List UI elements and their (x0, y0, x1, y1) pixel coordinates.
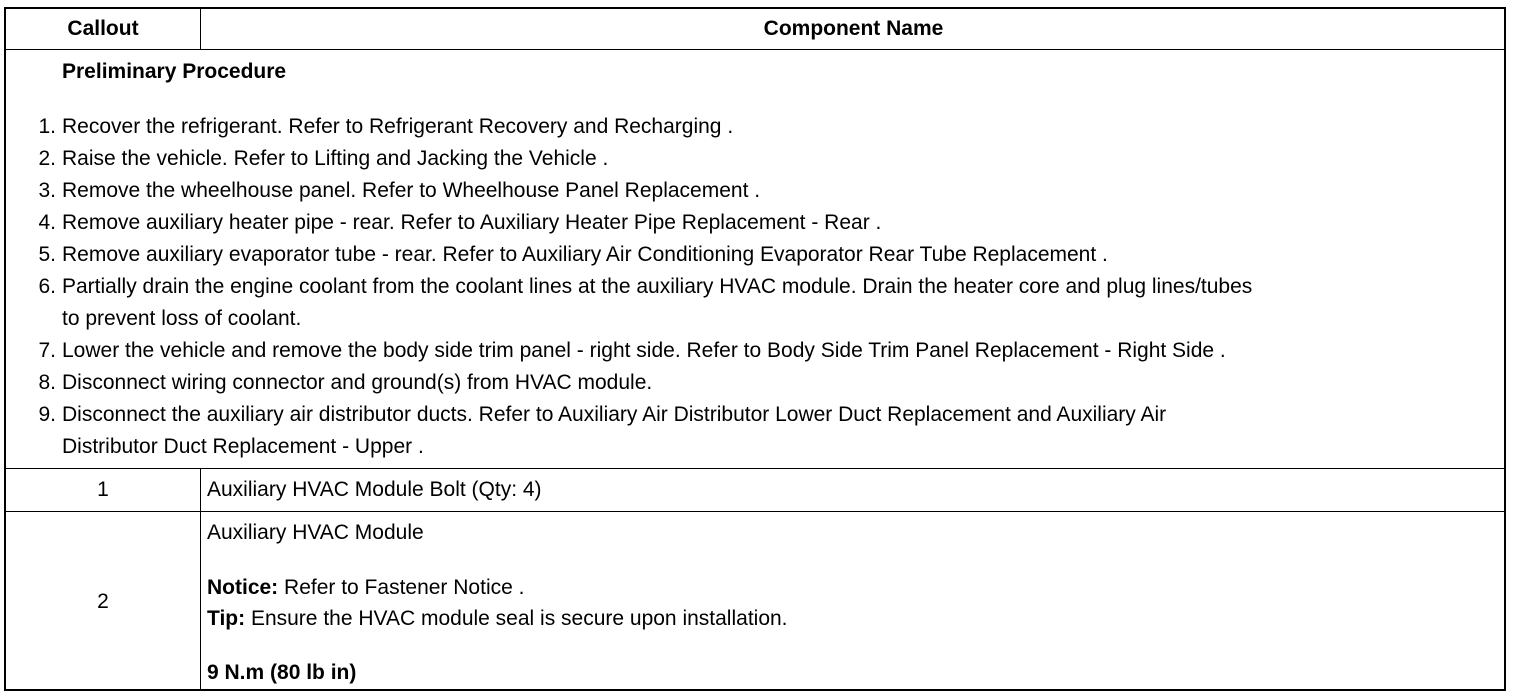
step-item: 9. Disconnect the auxiliary air distributor ducts. Refer to Auxiliary Air Distributor Lower Duct Replacement and Auxiliary Air Distributor Duct Replacement - Upper . (38, 403, 1167, 458)
row-rule-1 (6, 468, 1504, 469)
callout-number: 1 (97, 478, 109, 501)
step-item: 2. Raise the vehicle. Refer to Lifting and Jacking the Vehicle . (38, 147, 609, 170)
preliminary-procedure-title: Preliminary Procedure (62, 60, 287, 83)
tip-text: Ensure the HVAC module seal is secure upon installation. (245, 607, 788, 630)
tip-label: Tip: (207, 607, 246, 630)
step-item: 5. Remove auxiliary evaporator tube - rear. Refer to Auxiliary Air Conditioning Evaporator Rear Tube Replacement . (38, 243, 1108, 266)
notice-label: Notice: (207, 576, 279, 599)
component-name-column-header: Component Name (763, 17, 944, 40)
component-name: Auxiliary HVAC Module Bolt (Qty: 4) (207, 478, 542, 501)
step-item: 1. Recover the refrigerant. Refer to Refrigerant Recovery and Recharging . (38, 115, 734, 138)
callout-column-header: Callout (67, 17, 139, 40)
header-bottom-rule (6, 49, 1504, 50)
torque-spec: 9 N.m (80 lb in) (207, 661, 357, 684)
callout-divider (200, 468, 201, 691)
row-rule-2 (6, 511, 1504, 512)
callout-number: 2 (97, 590, 109, 613)
notice-line (207, 572, 524, 604)
step-item: 7. Lower the vehicle and remove the body side trim panel - right side. Refer to Body Side Trim Panel Replacement - Right Side . (38, 339, 1226, 362)
step-item: 3. Remove the wheelhouse panel. Refer to Wheelhouse Panel Replacement . (38, 179, 761, 202)
preliminary-steps-list (6, 111, 1456, 463)
step-item: 4. Remove auxiliary heater pipe - rear. Refer to Auxiliary Heater Pipe Replacement - Rear . (38, 211, 882, 234)
tip-line (207, 603, 788, 635)
step-item: 8. Disconnect wiring connector and ground(s) from HVAC module. (38, 371, 653, 394)
step-item: 6. Partially drain the engine coolant from the coolant lines at the auxiliary HVAC module. Drain the heater core and plug lines/tubes to prevent loss of coolant. (38, 275, 1253, 330)
component-name: Auxiliary HVAC Module (207, 521, 424, 544)
notice-text: Refer to Fastener Notice . (278, 576, 525, 599)
procedure-table (4, 7, 1506, 691)
